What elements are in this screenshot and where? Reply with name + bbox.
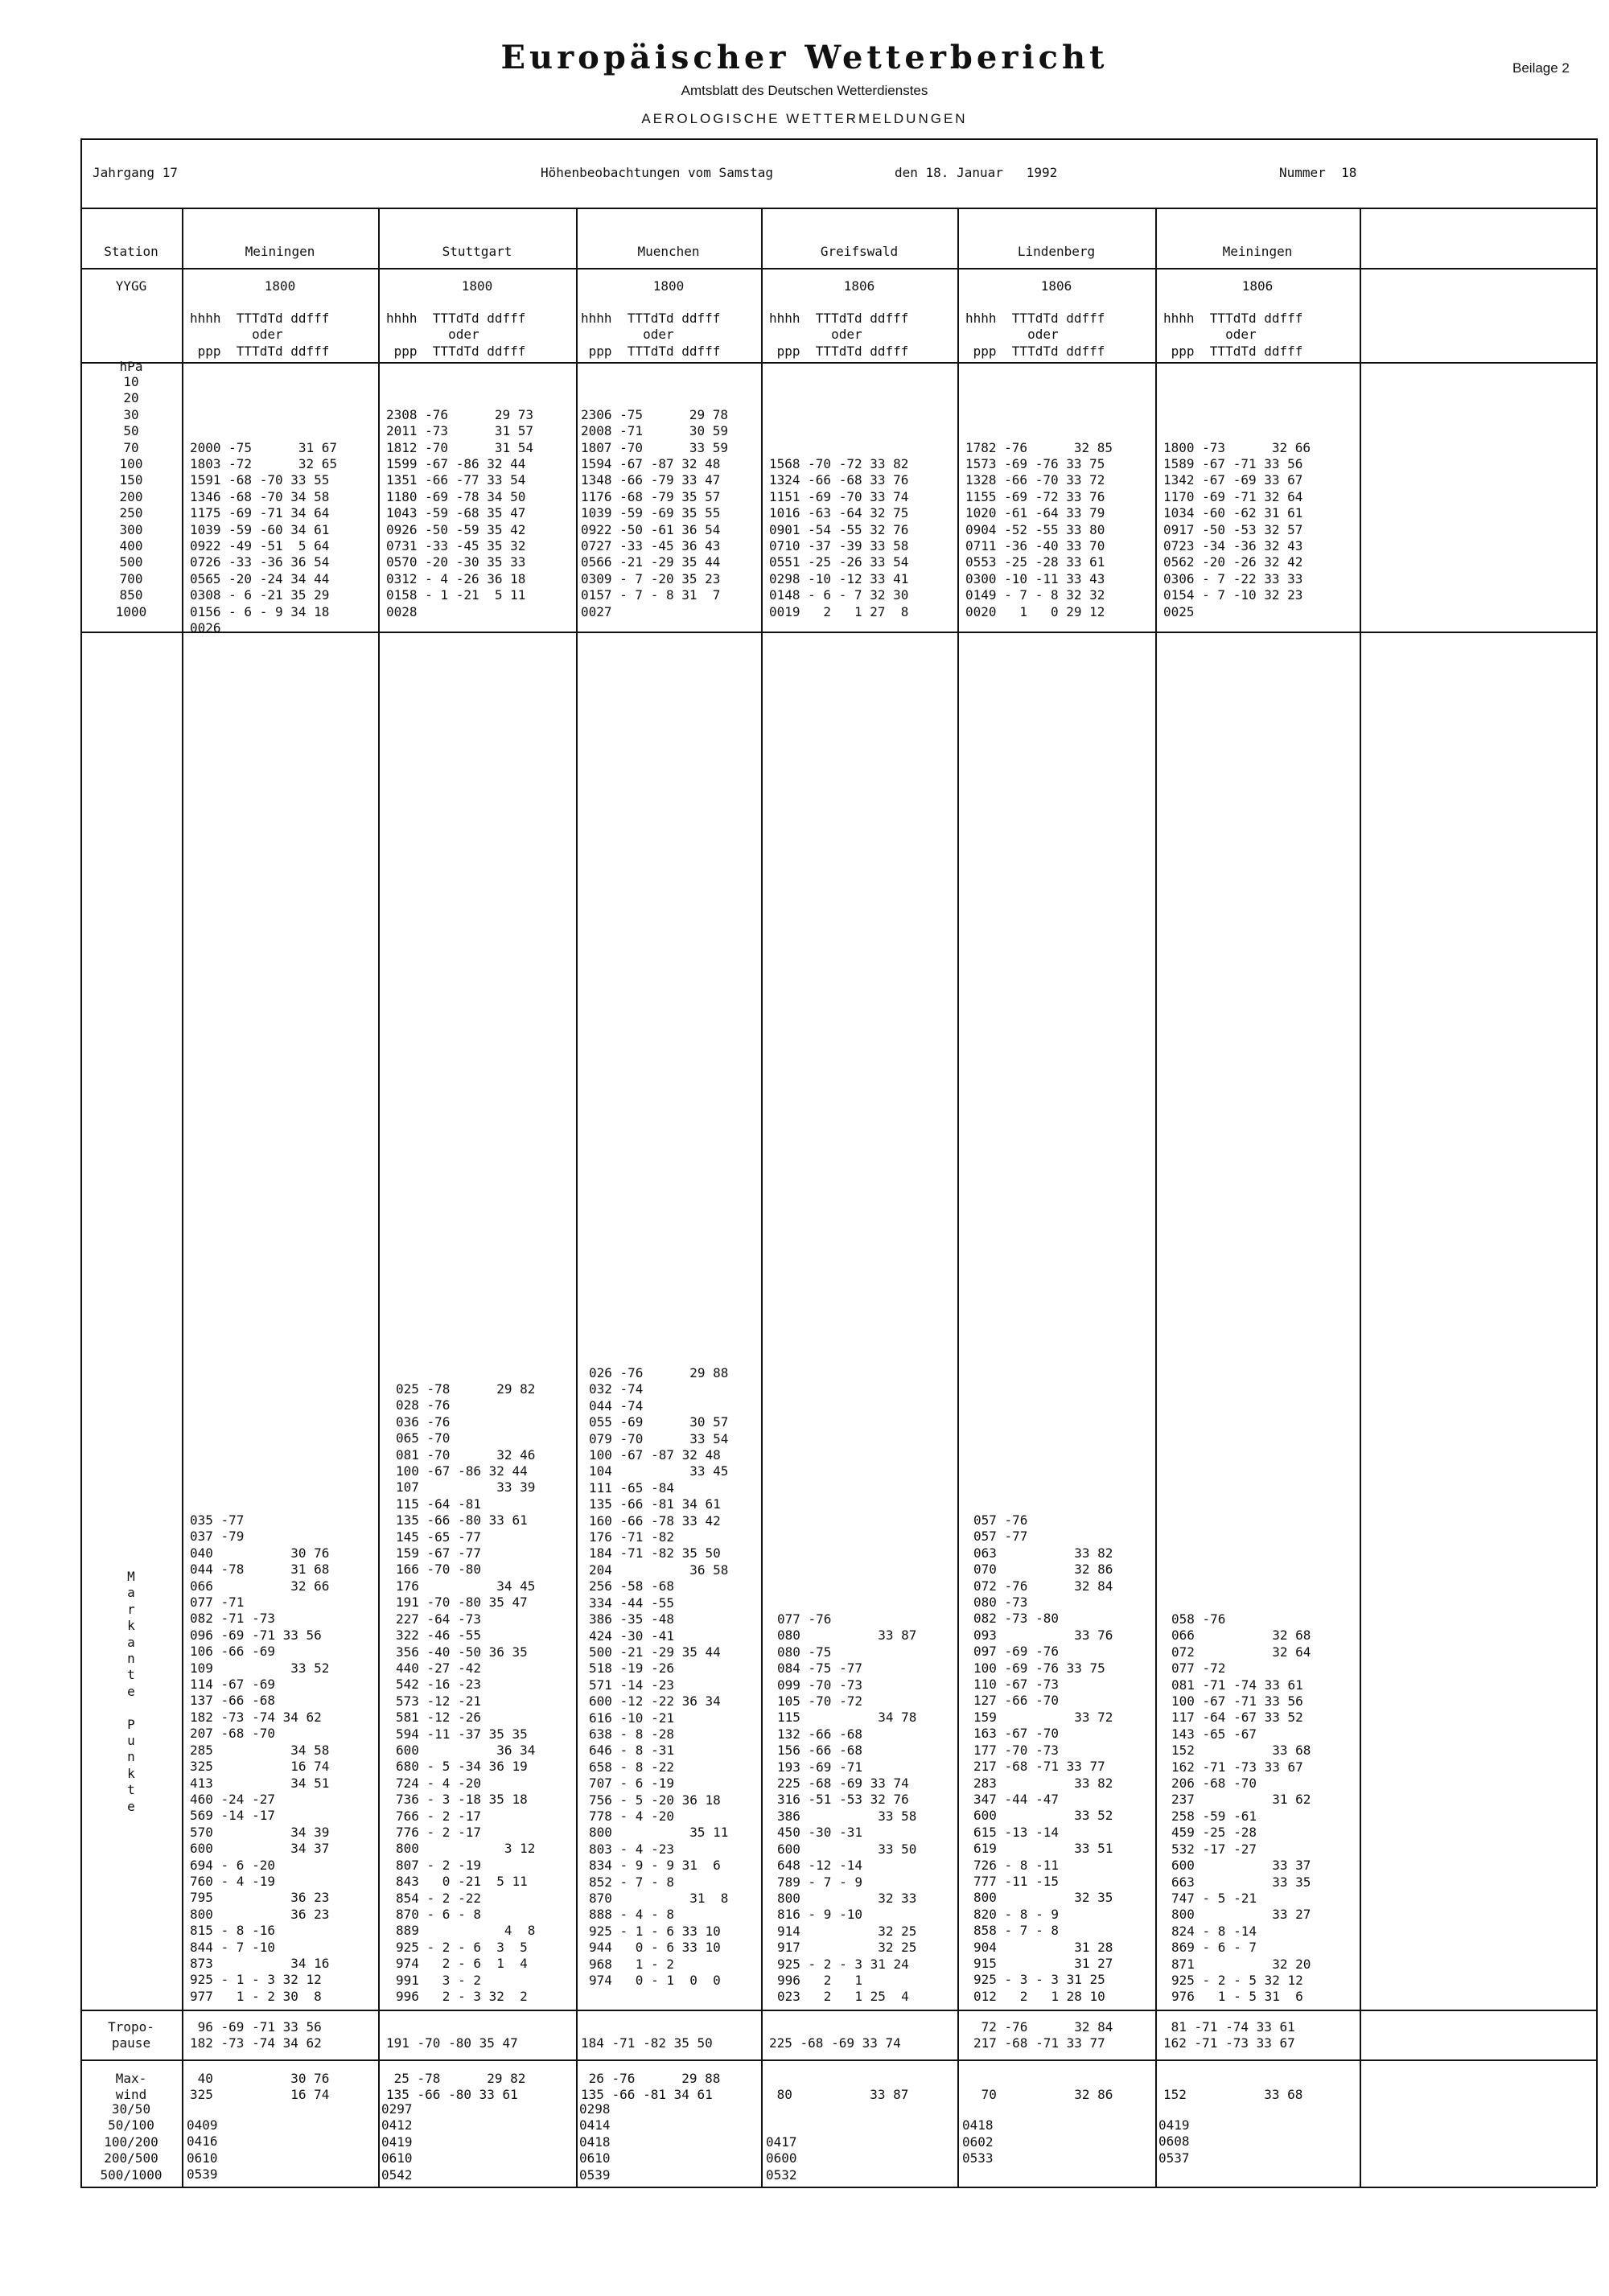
significant-points-data: 057 -76 057 -77 063 33 82 070 32 86 072 -76 32 84 080 -73 082 -73 -80 093 33 76 097 -69 -76 100 -69 -76 33 75 110 -67 -73 127 -66 -70 159 33 72 163 -67 -70 177 -70 -73 217 -68 -71 33 77 283 33 82 347 -44 -47 600 33 52 615 -13 -14 619 33 51 726 - 8 -11 777 -11 -15 800 32 35 820 - 8 - 9 858 - 7 - 8 904 31 28 915 31 27 925 - 3 - 3 31 25 012 2 1 28 10	[973, 1512, 1113, 2004]
layer-thickness-data: 0417 0600 0532	[766, 2133, 797, 2183]
jahrgang-label: Jahrgang 17	[93, 165, 178, 180]
significant-points-data: 035 -77 037 -79 040 30 76 044 -78 31 68 066 32 66 077 -71 082 -71 -73 096 -69 -71 33 56 106 -66 -69 109 33 52 114 -67 -69 137 -66 -68 182 -73 -74 34 62 207 -68 -70 285 34 58 325 16 74 413 34 51 460 -24 -27 569 -14 -17 570 34 39 600 34 37 694 - 6 -20 760 - 4 -19 795 36 23 800 36 23 815 - 8 -16 844 - 7 -10 873 34 16 925 - 1 - 3 32 12 977 1 - 2 30 8	[190, 1512, 330, 2004]
maxwind-data: 25 -78 29 82 135 -66 -80 33 61	[386, 2071, 526, 2103]
tropopause-data: 191 -70 -80 35 47	[386, 2035, 518, 2051]
layer-thickness-data: 0298 0414 0418 0610 0539	[579, 2101, 611, 2183]
maxwind-label: Max- wind	[115, 2071, 147, 2103]
pressure-levels: 10 20 30 50 70 100 150 200 250 300 400 500 700 850 1000	[115, 374, 147, 619]
maxwind-data: 80 33 87	[776, 2087, 909, 2103]
rule-col-7	[1360, 208, 1361, 2187]
tropopause-data: 96 -69 -71 33 56 182 -73 -74 34 62	[190, 2019, 322, 2051]
standard-levels-data: 1568 -70 -72 33 82 1324 -66 -68 33 76 1151 -69 -70 33 74 1016 -63 -64 32 75 0901 -54 -55 32 76 0710 -37 -39 33 58 0551 -25 -26 33 54 0298 -10 -12 33 41 0148 - 6 - 7 32 30 0019 2 1 27 8	[769, 456, 909, 619]
column-header: hhhh TTTdTd ddfff oder ppp TTTdTd ddfff	[769, 311, 909, 359]
maxwind-data: 26 -76 29 88 135 -66 -81 34 61	[581, 2071, 721, 2103]
maxwind-data: 70 32 86	[981, 2087, 1113, 2103]
station-time: 1806	[1241, 278, 1274, 294]
column-header: hhhh TTTdTd ddfff oder ppp TTTdTd ddfff	[581, 311, 721, 359]
rule-col-5	[957, 208, 959, 2187]
standard-levels-data: 2000 -75 31 67 1803 -72 32 65 1591 -68 -70 33 55 1346 -68 -70 34 58 1175 -69 -71 34 64 1039 -59 -60 34 61 0922 -49 -51 5 64 0726 -33 -36 36 54 0565 -20 -24 34 44 0308 - 6 -21 35 29 0156 - 6 - 9 34 18 0026	[190, 439, 338, 636]
tropopause-data: 225 -68 -69 33 74	[769, 2035, 901, 2051]
tropopause-label: Tropo- pause	[108, 2019, 154, 2051]
layer-thickness-data: 0297 0412 0419 0610 0542	[381, 2101, 413, 2183]
station-time: 1806	[843, 278, 875, 294]
rule-station	[80, 268, 1596, 270]
station-name: Lindenberg	[1017, 244, 1096, 259]
rule-sig-end	[80, 2010, 1596, 2011]
rule-col-6	[1155, 208, 1157, 2187]
standard-levels-data: 1800 -73 32 66 1589 -67 -71 33 56 1342 -67 -69 33 67 1170 -69 -71 32 64 1034 -60 -62 31 61 0917 -50 -53 32 57 0723 -34 -36 32 43 0562 -20 -26 32 42 0306 - 7 -22 33 33 0154 - 7 -10 32 23 0025	[1163, 439, 1311, 619]
layer-thickness-data: 0419 0608 0537	[1158, 2117, 1190, 2166]
beilage-label: Beilage 2	[1512, 60, 1570, 76]
rule-col-3	[576, 208, 578, 2187]
standard-levels-data: 1782 -76 32 85 1573 -69 -76 33 75 1328 -66 -70 33 72 1155 -69 -72 33 76 1020 -61 -64 33 79 0904 -52 -55 33 80 0711 -36 -40 33 70 0553 -25 -28 33 61 0300 -10 -11 33 43 0149 - 7 - 8 32 32 0020 1 0 29 12	[965, 439, 1113, 619]
rule-tropo-end	[80, 2059, 1596, 2061]
station-name: Meiningen	[1222, 244, 1293, 259]
station-name: Stuttgart	[442, 244, 512, 259]
standard-levels-data: 2308 -76 29 73 2011 -73 31 57 1812 -70 31 54 1599 -67 -86 32 44 1351 -66 -77 33 54 1180 -69 -78 34 50 1043 -59 -68 35 47 0926 -50 -59 35 42 0731 -33 -45 35 32 0570 -20 -30 35 33 0312 - 4 -26 36 18 0158 - 1 -21 5 11 0028	[386, 406, 534, 619]
rule-col-1	[182, 208, 183, 2187]
report-section: AEROLOGISCHE WETTERMELDUNGEN	[641, 111, 968, 126]
station-name: Greifswald	[820, 244, 899, 259]
layer-thickness-data: 0409 0416 0610 0539	[187, 2117, 218, 2183]
column-header: hhhh TTTdTd ddfff oder ppp TTTdTd ddfff	[1163, 311, 1303, 359]
nummer-label: Nummer 18	[1279, 165, 1357, 180]
significant-points-data: 058 -76 066 32 68 072 32 64 077 -72 081 -71 -74 33 61 100 -67 -71 33 56 117 -64 -67 33 52 143 -65 -67 152 33 68 162 -71 -73 33 67 206 -68 -70 237 31 62 258 -59 -61 459 -25 -28 532 -17 -27 600 33 37 663 33 35 747 - 5 -21 800 33 27 824 - 8 -14 869 - 6 - 7 871 32 20 925 - 2 - 5 32 12 976 1 - 5 31 6	[1171, 1611, 1311, 2005]
significant-points-data: 025 -78 29 82 028 -76 036 -76 065 -70 081 -70 32 46 100 -67 -86 32 44 107 33 39 115 -64 -81 135 -66 -80 33 61 145 -65 -77 159 -67 -77 166 -70 -80 176 34 45 191 -70 -80 35 47 227 -64 -73 322 -46 -55 356 -40 -50 36 35 440 -27 -42 542 -16 -23 573 -12 -21 581 -12 -26 594 -11 -37 35 35 600 36 34 680 - 5 -34 36 19 724 - 4 -20 736 - 3 -18 35 18 766 - 2 -17 776 - 2 -17 800 3 12 807 - 2 -19 843 0 -21 5 11 854 - 2 -22 870 - 6 - 8 889 4 8 925 - 2 - 6 3 5 974 2 - 6 1 4 991 3 - 2 996 2 - 3 32 2	[396, 1381, 536, 2005]
layer-thickness-data: 0418 0602 0533	[962, 2117, 994, 2166]
layer-thickness-labels: 30/50 50/100 100/200 200/500 500/1000	[100, 2101, 163, 2183]
column-header: hhhh TTTdTd ddfff oder ppp TTTdTd ddfff	[386, 311, 526, 359]
station-time: 1800	[652, 278, 685, 294]
tropopause-data: 72 -76 32 84 217 -68 -71 33 77	[973, 2019, 1113, 2051]
column-header: hhhh TTTdTd ddfff oder ppp TTTdTd ddfff	[190, 311, 330, 359]
column-header: hhhh TTTdTd ddfff oder ppp TTTdTd ddfff	[965, 311, 1105, 359]
rule-info	[80, 208, 1596, 209]
significant-points-data: 026 -76 29 88 032 -74 044 -74 055 -69 30 57 079 -70 33 54 100 -67 -87 32 48 104 33 45 111 -65 -84 135 -66 -81 34 61 160 -66 -78 33 42 176 -71 -82 184 -71 -82 35 50 204 36 58 256 -58 -68 334 -44 -55 386 -35 -48 424 -30 -41 500 -21 -29 35 44 518 -19 -26 571 -14 -23 600 -12 -22 36 34 616 -10 -21 638 - 8 -28 646 - 8 -31 658 - 8 -22 707 - 6 -19 756 - 5 -20 36 18 778 - 4 -20 800 35 11 803 - 4 -23 834 - 9 - 9 31 6 852 - 7 - 8 870 31 8 888 - 4 - 8 925 - 1 - 6 33 10 944 0 - 6 33 10 968 1 - 2 974 0 - 1 0 0	[589, 1365, 729, 1989]
standard-levels-data: 2306 -75 29 78 2008 -71 30 59 1807 -70 33 59 1594 -67 -87 32 48 1348 -66 -79 33 47 1176 -68 -79 35 57 1039 -59 -69 35 55 0922 -50 -61 36 54 0727 -33 -45 36 43 0566 -21 -29 35 44 0309 - 7 -20 35 23 0157 - 7 - 8 31 7 0027	[581, 406, 729, 619]
station-name: Meiningen	[245, 244, 315, 259]
station-name: Muenchen	[637, 244, 700, 259]
station-time: 1800	[264, 278, 296, 294]
station-time: 1806	[1040, 278, 1072, 294]
observation-label: Höhenbeobachtungen vom Samstag	[541, 165, 773, 180]
rule-col-4	[761, 208, 763, 2187]
tropopause-data: 81 -71 -74 33 61 162 -71 -73 33 67	[1163, 2019, 1295, 2051]
maxwind-data: 40 30 76 325 16 74	[190, 2071, 330, 2103]
rule-col-2	[378, 208, 380, 2187]
station-label: Station	[104, 244, 158, 259]
rule-top	[80, 138, 1596, 140]
rule-bottom	[80, 2187, 1596, 2188]
yygg-label: YYGG	[115, 278, 147, 294]
report-title: Europäischer Wetterbericht	[500, 39, 1109, 76]
rule-hpa	[80, 362, 1596, 364]
station-time: 1800	[461, 278, 493, 294]
tropopause-data: 184 -71 -82 35 50	[581, 2035, 713, 2051]
maxwind-data: 152 33 68	[1163, 2087, 1303, 2103]
markante-punkte-label: M a r k a n t e P u n k t e	[127, 1569, 135, 1814]
report-subtitle: Amtsblatt des Deutschen Wetterdienstes	[681, 83, 928, 98]
significant-points-data: 077 -76 080 33 87 080 -75 084 -75 -77 099 -70 -73 105 -70 -72 115 34 78 132 -66 -68 156 -66 -68 193 -69 -71 225 -68 -69 33 74 316 -51 -53 32 76 386 33 58 450 -30 -31 600 33 50 648 -12 -14 789 - 7 - 9 800 32 33 816 - 9 -10 914 32 25 917 32 25 925 - 2 - 3 31 24 996 2 1 023 2 1 25 4	[777, 1611, 917, 2005]
date-label: den 18. Januar 1992	[895, 165, 1058, 180]
hpa-label: hPa	[119, 359, 143, 374]
rule-right	[1596, 138, 1598, 2187]
